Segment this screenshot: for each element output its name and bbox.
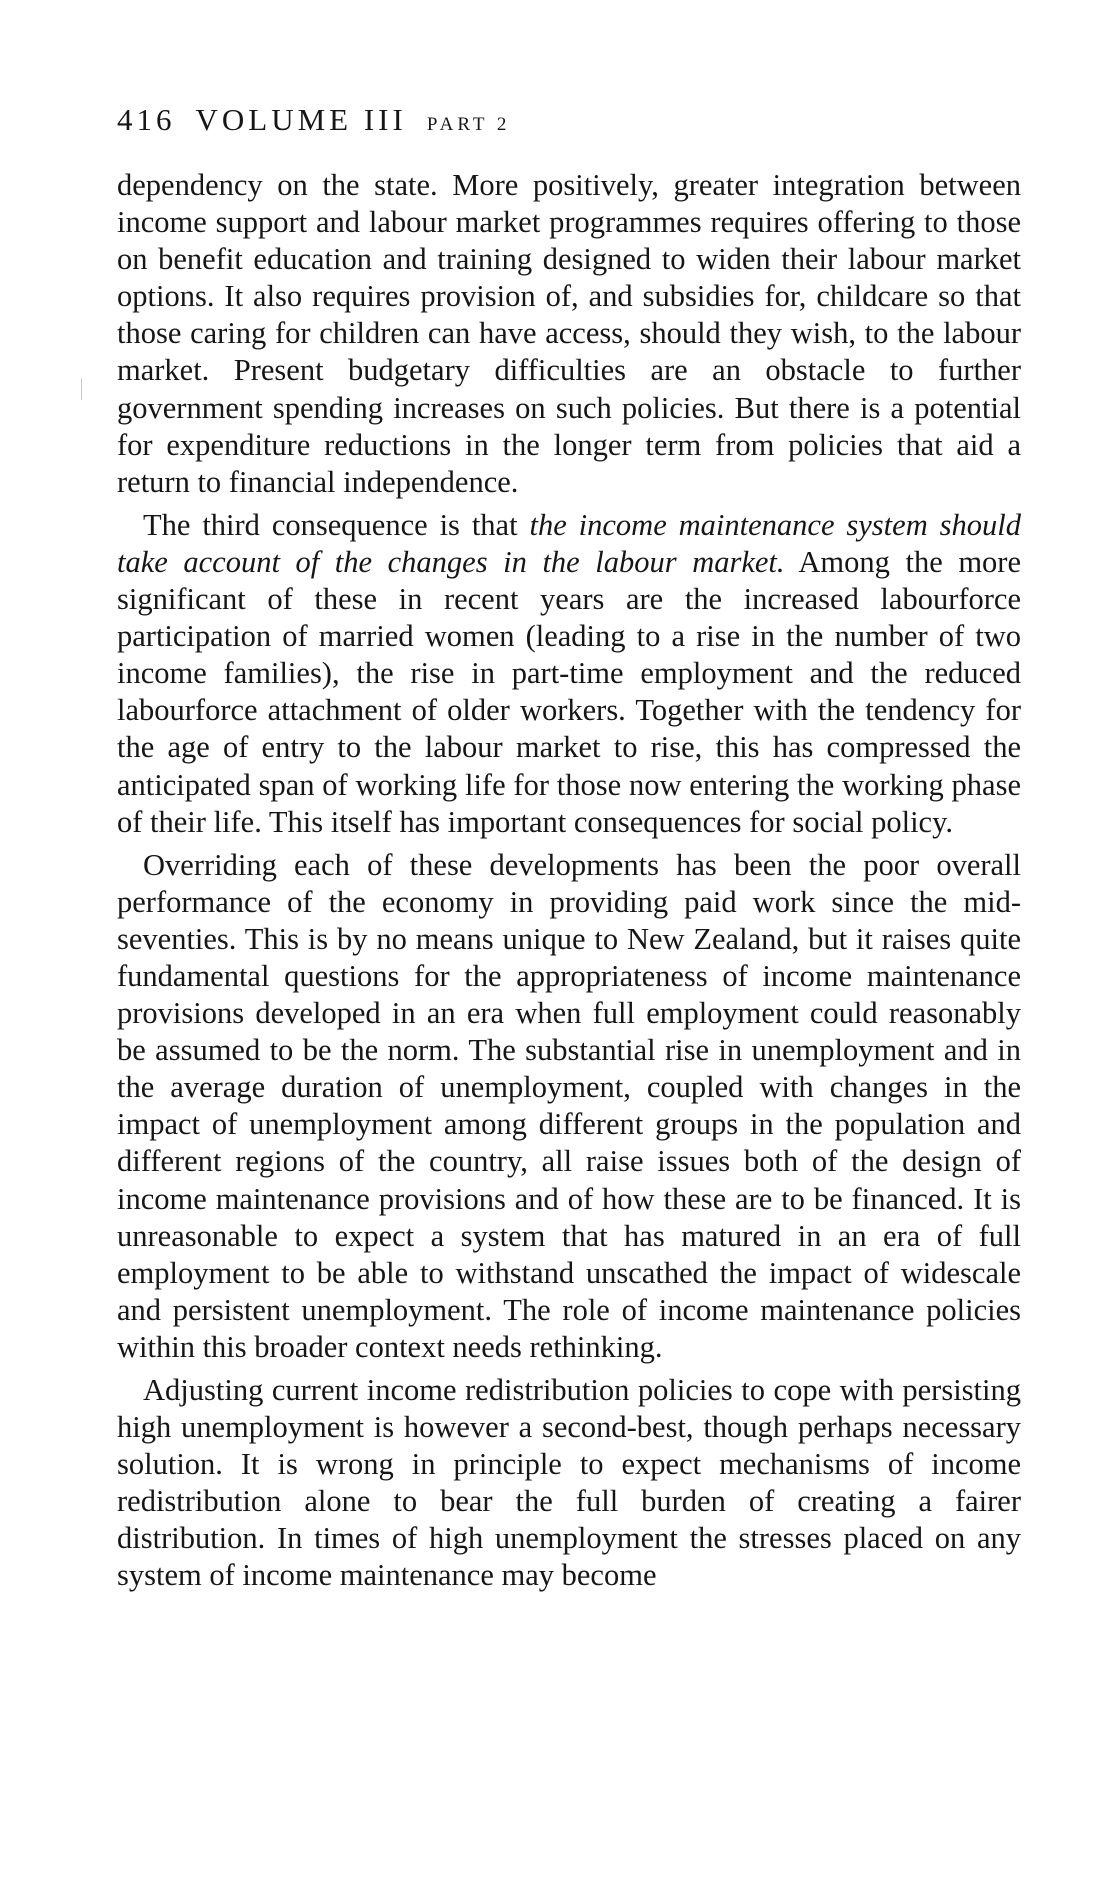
paragraph-2-lead: The third consequence is that: [143, 507, 530, 542]
part-label: PART 2: [426, 114, 511, 135]
body-text: [117, 167, 1021, 1601]
paragraph-2-emphasis: the income maintenance system should take account of the changes in the labour market.: [117, 507, 1021, 579]
margin-mark: [81, 378, 82, 400]
paragraph-3: Overriding each of these developments has been the poor overall performance of the economy in providing paid work since the mid-seventies. This is by no means unique to New Zealand, but it raises quite fundamental questions for the appropriateness of income maintenance provisions developed in an era when full employment could reasonably be assumed to be the norm. The substantial rise in unemployment and in the average duration of unemployment, coupled with changes in the impact of unemployment among different groups in the population and different regions of the country, all raise issues both of the design of income maintenance provisions and of how these are to be financed. It is unreasonable to expect a system that has matured in an era of full employment to be able to withstand unscathed the impact of widescale and persistent unemployment. The role of income maintenance policies within this broader context needs rethinking.: [117, 847, 1021, 1364]
paragraph-2: [117, 507, 1021, 841]
paragraph-2-rest: Among the more significant of these in recent years are the increased labourforce participation of married women (leading to a rise in the number of two income families), the rise in part-time employment and the reduced labourforce attachment of older workers. Together with the tendency for the age of entry to the labour market to rise, this has compressed the anticipated span of working life for those now entering the working phase of their life. This itself has important consequences for social policy.: [117, 544, 1021, 839]
volume-label: VOLUME III: [195, 102, 407, 137]
paragraph-1: dependency on the state. More positively, greater integration between income support and labour market programmes requires offering to those on benefit education and training designed to widen their labour market options. It also requires provision of, and subsidies for, childcare so that those caring for children can have access, should they wish, to the labour market. Present budgetary difficulties are an obstacle to further government spending increases on such policies. But there is a potential for expenditure reductions in the longer term from policies that aid a return to financial independence.: [117, 168, 1021, 499]
paragraph-4: Adjusting current income redistribution policies to cope with persisting high unemployment is however a second-best, though perhaps necessary solution. It is wrong in principle to expect mechanisms of income redistribution alone to bear the full burden of creating a fairer distribution. In times of high unemployment the stresses placed on any system of income maintenance may become: [117, 1373, 1021, 1593]
page-number: 416: [117, 102, 176, 137]
running-head: [117, 102, 510, 143]
